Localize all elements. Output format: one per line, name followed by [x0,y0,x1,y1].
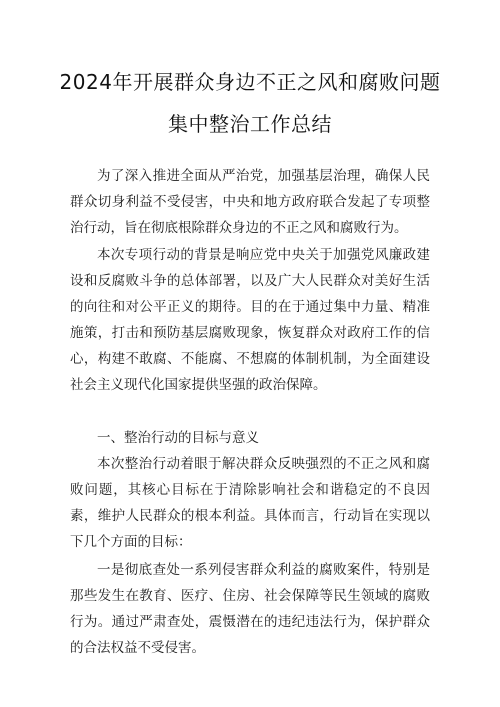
document-title-line-2: 集中整治工作总结 [168,112,332,136]
paragraph-goals: 本次整治行动着眼于解决群众反映强烈的不正之风和腐败问题，其核心目标在于清除影响社会和谐稳定的不良因素，维护人民群众的根本利益。具体而言，行动旨在实现以下几个方面的目标： [70,456,430,550]
section-heading-goals: 一、整治行动的目标与意义 [97,430,259,446]
paragraph-intro: 为了深入推进全面从严治党，加强基层治理，确保人民群众切身利益不受侵害，中央和地方政府联合发起了专项整治行动，旨在彻底根除群众身边的不正之风和腐败行为。 [70,168,430,236]
paragraph-background: 本次专项行动的背景是响应党中央关于加强党风廉政建设和反腐败斗争的总体部署，以及广大人民群众对美好生活的向往和对公平正义的期待。目的在于通过集中力量、精准施策，打击和预防基层腐败现象，恢复群众对政府工作的信心，构建不敢腐、不能腐、不想腐的体制机制，为全面建设社会主义现代化国家提供坚强的政治保障。 [70,247,430,393]
paragraph-goal-one: 一是彻底查处一系列侵害群众利益的腐败案件，特别是那些发生在教育、医疗、住房、社会保障等民生领域的腐败行为。通过严肃查处，震慑潜在的违纪违法行为，保护群众的合法权益不受侵害。 [70,562,430,656]
document-title-line-1: 2024年开展群众身边不正之风和腐败问题 [59,70,441,94]
